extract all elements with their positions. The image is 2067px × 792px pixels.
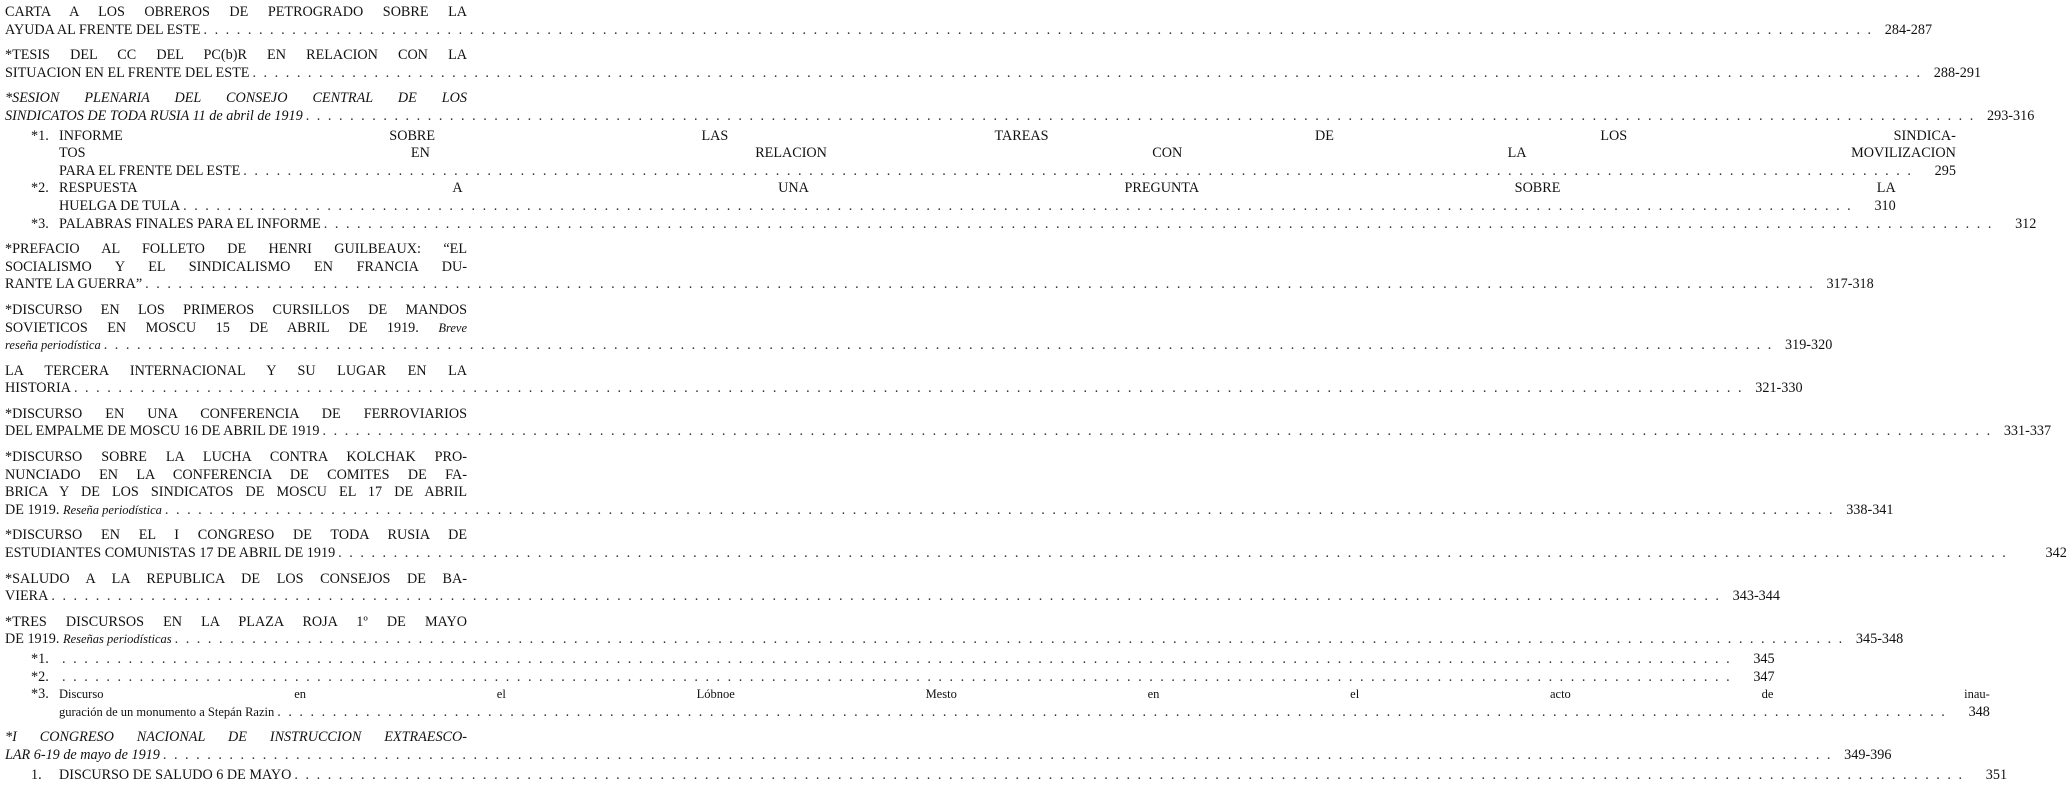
page-number: 321-330 <box>1755 380 1803 397</box>
toc-entry-line: *DISCURSO EN UNA CONFERENCIA DE FERROVIARIOS <box>5 405 467 422</box>
toc-entry <box>5 613 1990 722</box>
toc-entry-line: BRICA Y DE LOS SINDICATOS DE MOSCU EL 17 DE ABRIL <box>5 484 467 501</box>
toc-entry-title-end: DEL EMPALME DE MOSCU 16 DE ABRIL DE 1919 <box>5 423 320 440</box>
toc-entry-title-end: reseña periodística <box>5 338 101 353</box>
toc-entry-title-end: SITUACION EN EL FRENTE DEL ESTE <box>5 64 250 81</box>
dot-leader <box>183 198 1853 216</box>
toc-subentry <box>31 766 2008 785</box>
toc-entry <box>5 449 1894 519</box>
dot-leader <box>243 163 1913 181</box>
page-number: 338-341 <box>1846 501 1894 518</box>
dot-leader <box>165 502 1835 520</box>
subentry-title-end: PALABRAS FINALES PARA EL INFORME <box>59 215 321 232</box>
toc-entry-line: *PREFACIO AL FOLLETO DE HENRI GUILBEAUX: “EL <box>5 241 467 258</box>
page-number: 288-291 <box>1933 64 1982 81</box>
page-number: 342 <box>2045 545 2067 562</box>
subentry-marker: *1. <box>31 651 49 667</box>
toc-entry-title-end: RANTE LA GUERRA” <box>5 276 143 293</box>
page-number: 310 <box>1874 197 1896 214</box>
page-number: 293-316 <box>1987 107 2035 124</box>
toc-entry-line: SOVIETICOS EN MOSCU 15 DE ABRIL DE 1919. Breve <box>5 319 467 336</box>
toc-entry <box>5 47 1982 82</box>
toc-entry <box>5 4 1933 39</box>
toc-entry-line: *SESION PLENARIA DEL CONSEJO CENTRAL DE LOS <box>5 90 467 107</box>
page-number: 345-348 <box>1855 631 1904 648</box>
dot-leader <box>323 423 1993 441</box>
toc-entry-title-end: AYUDA AL FRENTE DEL ESTE <box>5 21 201 38</box>
page-number: 317-318 <box>1826 276 1874 293</box>
toc-entry-line: *DISCURSO EN EL I CONGRESO DE TODA RUSIA DE <box>5 527 467 544</box>
page-number: 347 <box>1753 668 1775 685</box>
page-number: 349-396 <box>1844 746 1892 763</box>
dot-leader <box>338 545 2008 563</box>
toc-subentry <box>31 651 1775 669</box>
toc-entry-line: SOCIALISMO Y EL SINDICALISMO EN FRANCIA DU- <box>5 258 467 275</box>
toc-entry-line: *SALUDO A LA REPUBLICA DE LOS CONSEJOS DE BA- <box>5 570 467 587</box>
toc-entry-line: *DISCURSO SOBRE LA LUCHA CONTRA KOLCHAK PRO- <box>5 449 467 466</box>
page-number: 312 <box>2015 215 2037 232</box>
dot-leader <box>62 651 1732 669</box>
toc-entry-title-end: VIERA <box>5 588 49 605</box>
page-number: 331-337 <box>2003 423 2052 440</box>
subentry-marker: *2. <box>31 668 49 685</box>
dot-leader <box>145 276 1815 294</box>
toc-subentry <box>31 686 1990 721</box>
toc-entry-line: *I CONGRESO NACIONAL DE INSTRUCCION EXTRAESCO- <box>5 729 467 746</box>
page-number: 343-344 <box>1732 588 1780 605</box>
toc-entry <box>5 301 1833 355</box>
toc-entry <box>5 570 1780 606</box>
subentry-title-end: HUELGA DE TULA <box>59 197 181 214</box>
dot-leader <box>203 22 1873 40</box>
toc-entry <box>5 729 2008 784</box>
subentry-line: RESPUESTA A UNA PREGUNTA SOBRE LA <box>59 180 1896 197</box>
subentry-line: INFORME SOBRE LAS TAREAS DE LOS SINDICA- <box>59 127 1956 144</box>
dot-leader <box>74 380 1744 398</box>
subentry-marker: *3. <box>31 215 49 232</box>
toc-subentry <box>31 127 1956 181</box>
subentry-marker: *3. <box>31 686 49 703</box>
subentry-marker: *1. <box>31 127 49 144</box>
page-number: 319-320 <box>1785 337 1833 354</box>
page-number: 351 <box>1985 766 2008 783</box>
toc-entry <box>5 527 2067 562</box>
toc-entry-title-end: ESTUDIANTES COMUNISTAS 17 DE ABRIL DE 1919 <box>5 545 336 562</box>
dot-leader <box>175 631 1845 649</box>
toc-entry-line: *TESIS DEL CC DEL PC(b)R EN RELACION CON LA <box>5 47 467 64</box>
dot-leader <box>252 65 1922 83</box>
page-number: 348 <box>1968 703 1990 720</box>
dot-leader <box>51 588 1721 606</box>
dot-leader <box>62 669 1732 687</box>
page-number: 345 <box>1753 651 1775 667</box>
toc-entry <box>5 90 2037 233</box>
subentry-title-end: DISCURSO DE SALUDO 6 DE MAYO <box>59 766 292 783</box>
toc-subentry <box>31 180 1896 215</box>
toc-entry <box>5 405 2052 441</box>
subentry-marker: 1. <box>31 766 42 783</box>
toc-entry-title-end: SINDICATOS DE TODA RUSIA 11 de abril de 1919 <box>5 107 303 124</box>
page-number: 295 <box>1934 162 1956 179</box>
dot-leader <box>277 704 1947 722</box>
toc-entry-line: *DISCURSO EN LOS PRIMEROS CURSILLOS DE MANDOS <box>5 301 467 318</box>
toc-entry-title-end: DE 1919. Reseñas periodísticas <box>5 631 172 648</box>
toc-entry-title-end: DE 1919. Reseña periodística <box>5 501 162 518</box>
subentry-marker: *2. <box>31 180 49 197</box>
subentry-title-end: PARA EL FRENTE DEL ESTE <box>59 162 241 179</box>
toc-entry-line: CARTA A LOS OBREROS DE PETROGRADO SOBRE LA <box>5 4 467 20</box>
toc-entry-line: LA TERCERA INTERNACIONAL Y SU LUGAR EN LA <box>5 362 467 379</box>
dot-leader <box>163 747 1833 765</box>
subentry-title-end: guración de un monumento a Stepán Razin <box>59 704 275 719</box>
dot-leader <box>306 108 1976 126</box>
dot-leader <box>294 767 1964 785</box>
toc-entry-title-end: HISTORIA <box>5 380 71 397</box>
toc-entry <box>5 241 1874 294</box>
page-number: 284-287 <box>1884 21 1933 38</box>
subentry-line: Discurso en el Lóbnoe Mesto en el acto de inau- <box>59 687 1990 702</box>
toc-entry-line: *TRES DISCURSOS EN LA PLAZA ROJA 1º DE MAYO <box>5 613 467 630</box>
toc-entry-line: NUNCIADO EN LA CONFERENCIA DE COMITES DE FA- <box>5 466 467 483</box>
toc-entry-title-end: LAR 6-19 de mayo de 1919 <box>5 746 160 763</box>
dot-leader <box>324 216 1994 234</box>
subentry-line: TOS EN RELACION CON LA MOVILIZACION <box>59 145 1956 162</box>
toc-entry <box>5 362 1803 398</box>
toc-subentry <box>31 215 2037 234</box>
table-of-contents <box>5 4 2067 792</box>
dot-leader <box>104 337 1774 355</box>
toc-subentry <box>31 668 1775 687</box>
